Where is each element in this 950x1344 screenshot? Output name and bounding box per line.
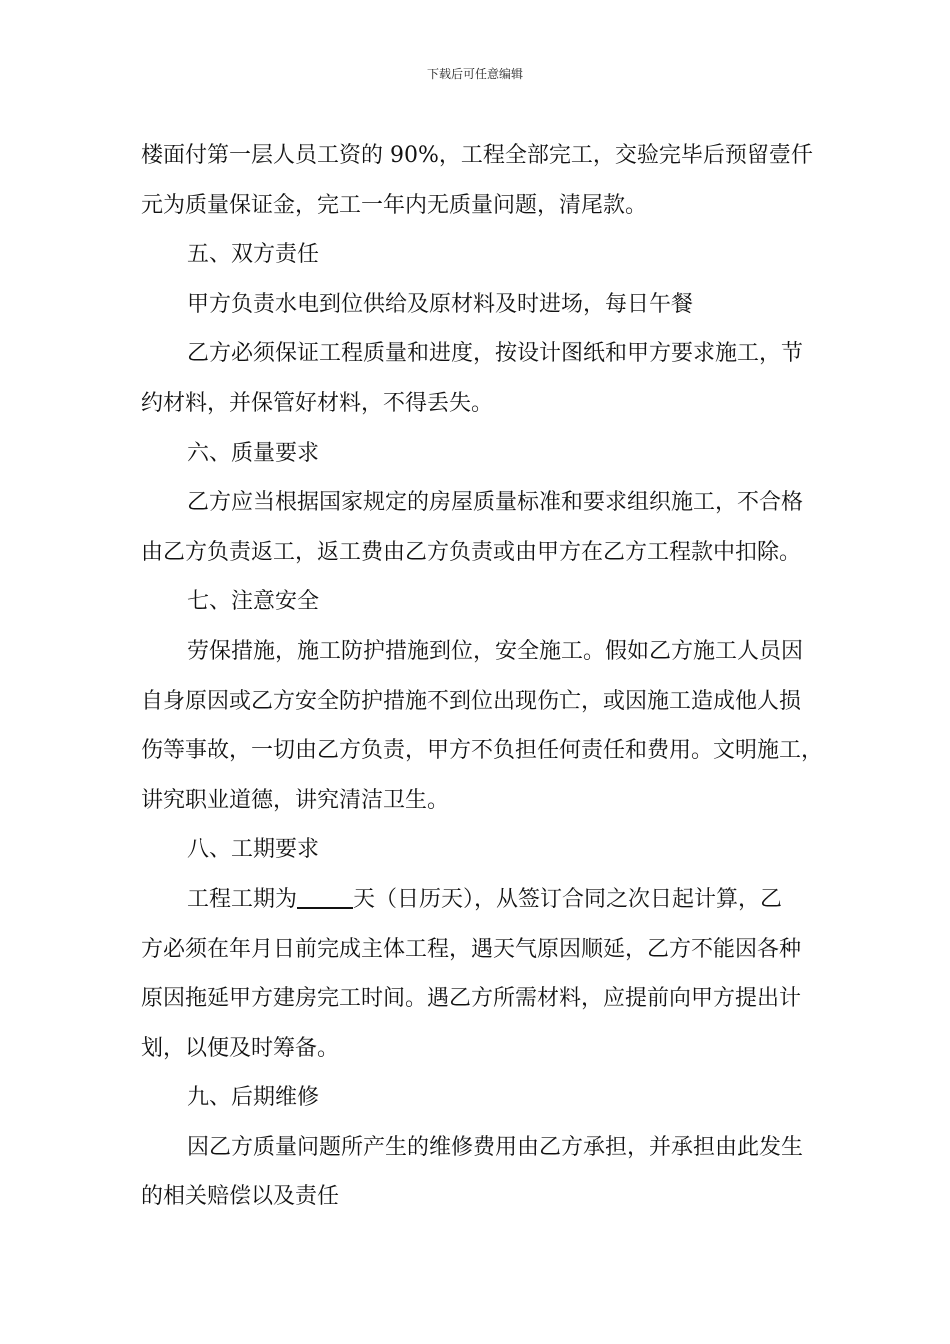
paragraph-line: 劳保措施，施工防护措施到位，安全施工。假如乙方施工人员因	[187, 638, 804, 664]
section-heading-6: 六、质量要求	[187, 440, 320, 466]
paragraph-line: 乙方应当根据国家规定的房屋质量标准和要求组织施工，不合格	[187, 490, 804, 516]
paragraph-line: 的相关赔偿以及责任	[141, 1184, 340, 1210]
paragraph-line: 元为质量保证金，完工一年内无质量问题，清尾款。	[141, 192, 648, 218]
paragraph-line: 划，以便及时筹备。	[141, 1035, 340, 1061]
paragraph-line: 讲究职业道德，讲究清洁卫生。	[141, 787, 450, 813]
section-heading-5: 五、双方责任	[187, 242, 320, 268]
paragraph-line: 因乙方质量问题所产生的维修费用由乙方承担，并承担由此发生	[187, 1134, 804, 1160]
document-body	[141, 131, 831, 1222]
paragraph-line: 方必须在年月日前完成主体工程，遇天气原因顺延，乙方不能因各种	[141, 936, 802, 962]
paragraph-line: 甲方负责水电到位供给及原材料及时进场，每日午餐	[187, 291, 694, 317]
duration-label: 工程工期为	[187, 886, 298, 912]
paragraph-line	[141, 875, 831, 925]
paragraph-line: 由乙方负责返工，返工费由乙方负责或由甲方在乙方工程款中扣除。	[141, 539, 802, 565]
section-heading-7: 七、注意安全	[187, 589, 320, 615]
paragraph-line: 原因拖延甲方建房完工时间。遇乙方所需材料，应提前向甲方提出计	[141, 986, 802, 1012]
section-heading-8: 八、工期要求	[187, 837, 320, 863]
duration-blank	[297, 885, 353, 909]
paragraph-line: 自身原因或乙方安全防护措施不到位出现伤亡，或因施工造成他人损	[141, 688, 802, 714]
paragraph-line: 约材料，并保管好材料，不得丢失。	[141, 390, 494, 416]
paragraph-line: 伤等事故，一切由乙方负责，甲方不负担任何责任和费用。文明施工，	[141, 738, 824, 764]
page-header: 下载后可任意编辑	[426, 67, 523, 81]
paragraph-line: 楼面付第一层人员工资的 90%，工程全部完工，交验完毕后预留壹仟	[141, 143, 813, 168]
section-heading-9: 九、后期维修	[187, 1085, 320, 1111]
duration-text: 天（日历天），从签订合同之次日起计算，乙	[353, 886, 783, 912]
paragraph-line: 乙方必须保证工程质量和进度，按设计图纸和甲方要求施工，节	[187, 341, 804, 367]
